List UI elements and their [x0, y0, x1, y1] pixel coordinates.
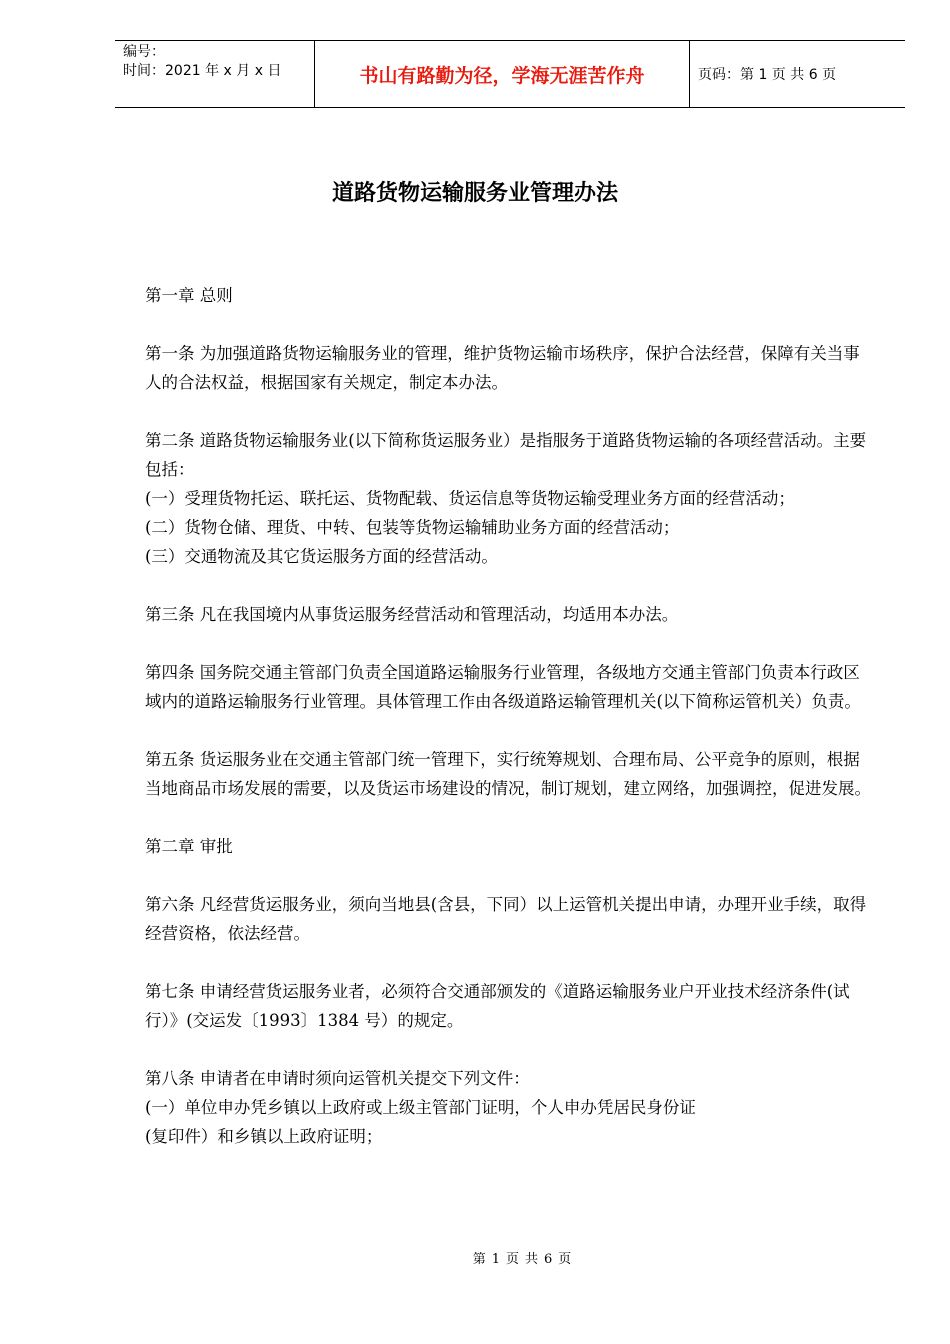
article-paragraph: 第七条 申请经营货运服务业者，必须符合交通部颁发的《道路运输服务业户开业技术经济条件(试行）》(交运发〔1993〕1384 号）的规定。 — [145, 982, 850, 1030]
list-item: (一）受理货物托运、联托运、货物配载、货运信息等货物运输受理业务方面的经营活动； — [145, 489, 795, 508]
article-paragraph: 第五条 货运服务业在交通主管部门统一管理下，实行统筹规划、合理布局、公平竞争的原则，根据当地商品市场发展的需要，以及货运市场建设的情况，制订规划，建立网络，加强调控，促进发展。 — [145, 750, 871, 798]
list-item: (三）交通物流及其它货运服务方面的经营活动。 — [145, 547, 498, 566]
list-item: (一）单位申办凭乡镇以上政府或上级主管部门证明，个人申办凭居民身份证 — [145, 1098, 696, 1117]
header-page-info: 页码：第 1 页 共 6 页 — [698, 67, 837, 83]
footer-ye: 页 — [558, 1252, 572, 1267]
footer-ye: 页 — [505, 1252, 519, 1267]
page-header — [115, 40, 905, 108]
serial-label: 编号： — [123, 44, 165, 60]
article-paragraph: 第三条 凡在我国境内从事货运服务经营活动和管理活动，均适用本办法。 — [145, 605, 679, 624]
article-paragraph: 第四条 国务院交通主管部门负责全国道路运输服务行业管理，各级地方交通主管部门负责本行政区域内的道路运输服务行业管理。具体管理工作由各级道路运输管理机关(以下简称运管机关）负责。 — [145, 663, 861, 711]
document-title: 道路货物运输服务业管理办法 — [331, 181, 618, 206]
article-paragraph: 第八条 申请者在申请时须向运管机关提交下列文件： — [145, 1069, 530, 1088]
list-item: (二）货物仓储、理货、中转、包装等货物运输辅助业务方面的经营活动； — [145, 518, 680, 537]
footer-page-total: 6 — [544, 1252, 553, 1267]
header-motto: 书山有路勤为径，学海无涯苦作舟 — [315, 41, 690, 107]
article-paragraph: 第二条 道路货物运输服务业(以下简称货运服务业）是指服务于道路货物运输的各项经营活动。主要包括： — [145, 431, 867, 479]
list-item: (复印件）和乡镇以上政府证明； — [145, 1127, 383, 1146]
chapter-heading: 第一章 总则 — [145, 286, 233, 305]
footer-page-number: 1 — [491, 1252, 500, 1267]
document-body — [145, 281, 875, 1151]
footer-di: 第 — [472, 1252, 486, 1267]
time-label: 时间：2021 年 x 月 x 日 — [123, 63, 282, 79]
chapter-heading: 第二章 审批 — [145, 837, 233, 856]
article-paragraph: 第六条 凡经营货运服务业，须向当地县(含县，下同）以上运管机关提出申请，办理开业手续，取得经营资格，依法经营。 — [145, 895, 867, 943]
footer-gong: 共 — [525, 1252, 539, 1267]
header-meta — [115, 41, 315, 107]
article-paragraph: 第一条 为加强道路货物运输服务业的管理，维护货物运输市场秩序，保护合法经营，保障有关当事人的合法权益，根据国家有关规定，制定本办法。 — [145, 344, 860, 392]
page-footer — [0, 1248, 950, 1267]
